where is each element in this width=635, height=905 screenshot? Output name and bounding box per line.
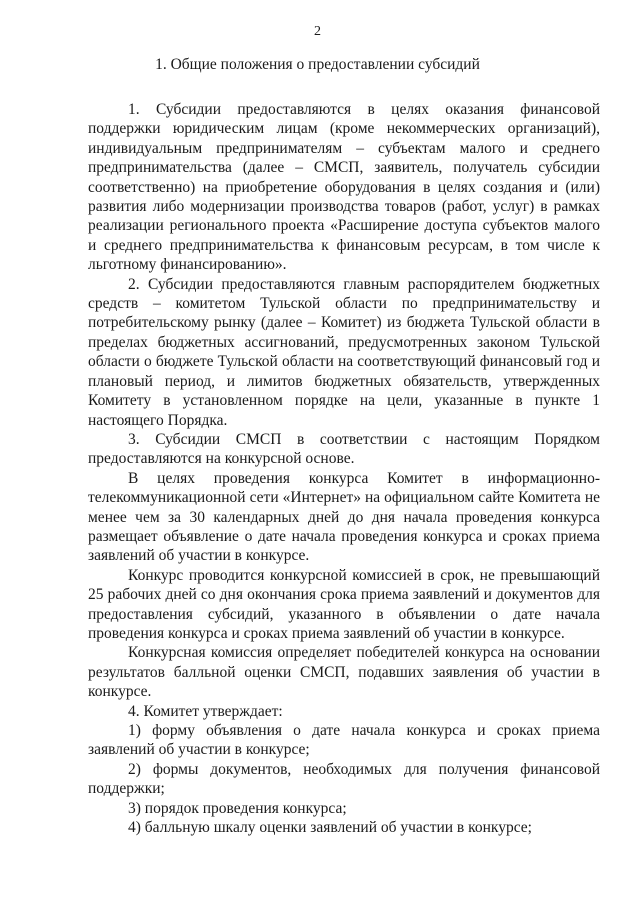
list-item-1: 1) форму объявления о дате начала конкурса и сроках приема заявлений об участии в конкурсе;	[88, 722, 600, 759]
section-title: 1. Общие положения о предоставлении субсидий	[155, 56, 480, 73]
list-item-4: 4) балльную шкалу оценки заявлений об участии в конкурсе;	[128, 819, 532, 837]
paragraph-2: 2. Субсидии предоставляются главным распорядителем бюджетных средств – комитетом Тульской области по предпринимательству и потребительскому рынку (далее – Комитет) из бюджета Тульской области в пределах бюджетных ассигнований, предусмотренных законом Тульской области о бюджете Тульской области на соответствующий финансовый год и плановый период, и лимитов бюджетных обязательств, утвержденных Комитету в установленном порядке на цели, указанные в пункте 1 настоящего Порядка.	[88, 275, 600, 429]
paragraph-contest-term: Конкурс проводится конкурсной комиссией в срок, не превышающий 25 рабочих дней со дня окончания срока приема заявлений и документов для предоставления субсидий, указанного в объявлении о дате начала проведения конкурса и сроках приема заявлений об участии в конкурсе.	[88, 566, 600, 642]
paragraph-1: 1. Субсидии предоставляются в целях оказания финансовой поддержки юридическим лицам (кроме некоммерческих организаций), индивидуальным предпринимателям – субъектам малого и среднего предпринимательства (далее – СМСП, заявитель, получатель субсидии соответственно) на приобретение оборудования в целях создания и (или) развития либо модернизации производства товаров (работ, услуг) в рамках реализации регионального проекта «Расширение доступа субъектов малого и среднего предпринимательства к финансовым ресурсам, в том числе к льготному финансированию».	[88, 101, 600, 274]
list-item-2: 2) формы документов, необходимых для получения финансовой поддержки;	[88, 760, 600, 798]
document-body	[88, 100, 600, 837]
paragraph-4: 4. Комитет утверждает:	[128, 702, 283, 720]
page-number: 2	[314, 24, 321, 39]
paragraph-contest-announcement: В целях проведения конкурса Комитет в информационно-телекоммуникационной сети «Интернет» на официальном сайте Комитета не менее чем за 30 календарных дней до дня начала проведения конкурса размещает объявление о дате начала проведения конкурса и сроках приема заявлений об участии в конкурсе.	[88, 469, 600, 565]
paragraph-3: 3. Субсидии СМСП в соответствии с настоящим Порядком предоставляются на конкурсной основе.	[88, 430, 600, 468]
paragraph-commission: Конкурсная комиссия определяет победителей конкурса на основании результатов балльной оценки СМСП, подавших заявления об участии в конкурсе.	[88, 644, 600, 701]
list-item-3: 3) порядок проведения конкурса;	[128, 799, 347, 817]
